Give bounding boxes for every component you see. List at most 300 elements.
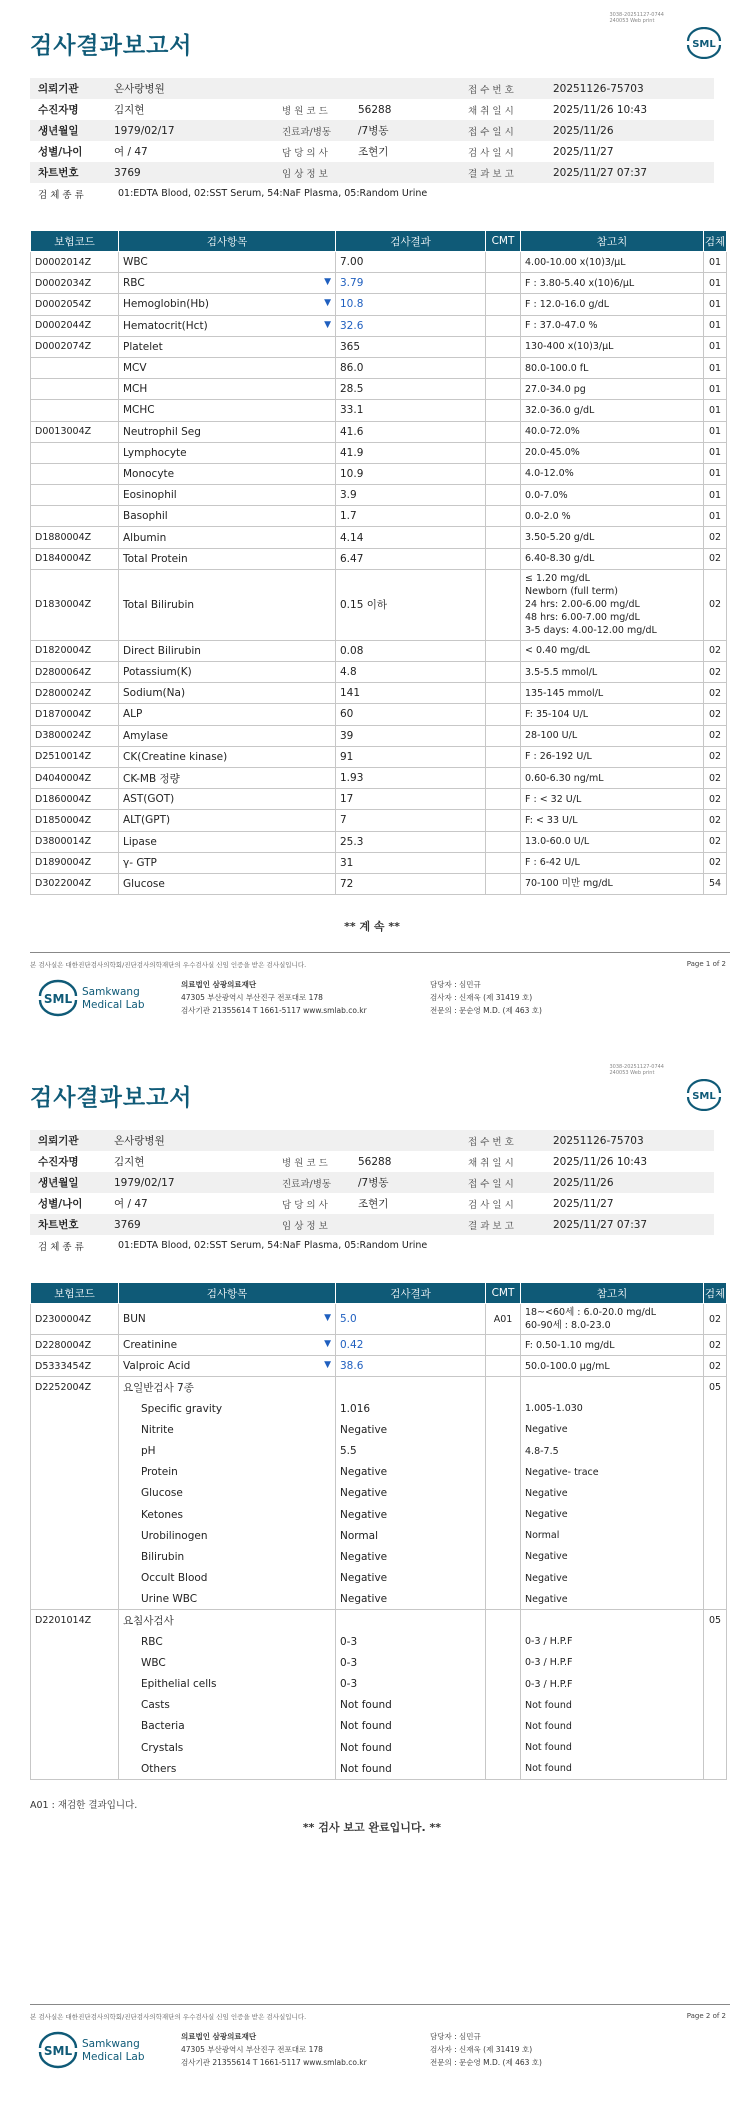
row-code: D4040004Z xyxy=(31,767,119,788)
row-result: 141 xyxy=(336,683,486,704)
low-flag-icon: ▼ xyxy=(324,277,331,288)
row-cmt xyxy=(486,421,521,442)
row-code: D3022004Z xyxy=(31,873,119,894)
row-ref: 70-100 미만 mg/dL xyxy=(521,873,704,894)
row-spec: 02 xyxy=(704,527,727,548)
row-item xyxy=(119,662,336,683)
row-ref: 4.8-7.5 xyxy=(521,1440,704,1461)
table-row xyxy=(31,1335,727,1356)
row-spec: 02 xyxy=(704,683,727,704)
row-code: D3800014Z xyxy=(31,831,119,852)
row-item xyxy=(119,1483,336,1504)
table-row xyxy=(31,1419,727,1440)
row-item xyxy=(119,1440,336,1461)
row-spec: 02 xyxy=(704,640,727,661)
row-ref: 135-145 mmol/L xyxy=(521,683,704,704)
row-result: 5.5 xyxy=(336,1440,486,1461)
row-item-label: 요일반검사 7종 xyxy=(123,1382,194,1395)
row-item-label: WBC xyxy=(141,1656,166,1669)
row-ref: F : < 32 U/L xyxy=(521,789,704,810)
results-table xyxy=(30,1282,727,1780)
row-item xyxy=(119,1737,336,1758)
col-ref: 참고치 xyxy=(521,231,704,252)
row-result: 0.42 xyxy=(336,1335,486,1356)
row-spec: 02 xyxy=(704,746,727,767)
row-result: Normal xyxy=(336,1525,486,1546)
row-ref: 13.0-60.0 U/L xyxy=(521,831,704,852)
row-item-label: Sodium(Na) xyxy=(123,687,186,700)
row-ref: 0.60-6.30 ng/mL xyxy=(521,767,704,788)
row-cmt xyxy=(486,1695,521,1716)
svg-text:Samkwang: Samkwang xyxy=(82,986,140,998)
col-cmt: CMT xyxy=(486,1283,521,1304)
row-item-label: Glucose xyxy=(123,877,165,890)
row-spec: 02 xyxy=(704,1356,727,1377)
row-item xyxy=(119,852,336,873)
row-ref: Negative xyxy=(521,1568,704,1589)
row-ref: F: 35-104 U/L xyxy=(521,704,704,725)
table-row xyxy=(31,873,727,894)
row-spec: 02 xyxy=(704,1335,727,1356)
print-code: 3038-20251127-0744 240053 Web print xyxy=(609,1064,664,1076)
table-row xyxy=(31,1377,727,1398)
svg-text:SML: SML xyxy=(43,2044,73,2058)
row-result: 72 xyxy=(336,873,486,894)
row-item-label: Lymphocyte xyxy=(123,446,187,459)
row-ref: 0-3 / H.P.F xyxy=(521,1674,704,1695)
row-ref: Negative xyxy=(521,1419,704,1440)
low-flag-icon: ▼ xyxy=(324,298,331,309)
row-ref: F : 26-192 U/L xyxy=(521,746,704,767)
row-item-label: BUN xyxy=(123,1313,146,1325)
row-code: D0013004Z xyxy=(31,421,119,442)
row-spec xyxy=(704,1504,727,1525)
row-item-label: Casts xyxy=(141,1699,170,1712)
row-cmt xyxy=(486,357,521,378)
row-cmt xyxy=(486,273,521,294)
row-result: 17 xyxy=(336,789,486,810)
row-result: 31 xyxy=(336,852,486,873)
row-spec xyxy=(704,1419,727,1440)
row-cmt xyxy=(486,662,521,683)
row-item-label: Urobilinogen xyxy=(141,1529,208,1542)
row-item-label: Neutrophil Seg xyxy=(123,425,201,438)
row-spec: 02 xyxy=(704,725,727,746)
row-ref: 130-400 x(10)3/μL xyxy=(521,336,704,357)
signatures: 담당자 : 심민규 검사자 : 신재욱 (제 31419 호) 전문의 : 문순영 M.D. (제 463 호) xyxy=(430,980,542,1015)
table-row xyxy=(31,1568,727,1589)
row-ref: 40.0-72.0% xyxy=(521,421,704,442)
table-row xyxy=(31,831,727,852)
row-spec: 01 xyxy=(704,442,727,463)
row-ref: < 0.40 mg/dL xyxy=(521,640,704,661)
row-cmt xyxy=(486,746,521,767)
row-item-label: MCHC xyxy=(123,404,155,417)
row-cmt xyxy=(486,315,521,336)
row-item-label: Hemoglobin(Hb) xyxy=(123,298,210,311)
row-result: 91 xyxy=(336,746,486,767)
row-code xyxy=(31,463,119,484)
row-item-label: Direct Bilirubin xyxy=(123,644,201,657)
footer-divider xyxy=(30,952,730,953)
table-row xyxy=(31,463,727,484)
row-cmt xyxy=(486,506,521,527)
row-code xyxy=(31,379,119,400)
row-result: 32.6 xyxy=(336,315,486,336)
table-row xyxy=(31,400,727,421)
table-row xyxy=(31,662,727,683)
row-result: Negative xyxy=(336,1568,486,1589)
row-spec xyxy=(704,1589,727,1610)
row-item-label: Ketones xyxy=(141,1508,183,1521)
row-code xyxy=(31,442,119,463)
table-row xyxy=(31,725,727,746)
row-result: Not found xyxy=(336,1695,486,1716)
row-spec: 01 xyxy=(704,357,727,378)
svg-text:SML: SML xyxy=(692,1091,716,1102)
row-ref: 0.0-2.0 % xyxy=(521,506,704,527)
table-row xyxy=(31,548,727,569)
row-spec xyxy=(704,1440,727,1461)
row-code xyxy=(31,1525,119,1546)
row-item-label: Total Bilirubin xyxy=(123,598,195,611)
row-spec: 01 xyxy=(704,252,727,273)
row-code xyxy=(31,1758,119,1779)
table-row xyxy=(31,1462,727,1483)
row-cmt xyxy=(486,1737,521,1758)
row-cmt xyxy=(486,1758,521,1779)
table-row xyxy=(31,1652,727,1673)
row-item xyxy=(119,810,336,831)
row-result xyxy=(336,1377,486,1398)
row-result: Not found xyxy=(336,1716,486,1737)
row-code xyxy=(31,1568,119,1589)
row-item xyxy=(119,1335,336,1356)
row-ref: 0.0-7.0% xyxy=(521,485,704,506)
row-code xyxy=(31,485,119,506)
row-result: 1.7 xyxy=(336,506,486,527)
row-item-label: Others xyxy=(141,1762,177,1775)
row-item-label: RBC xyxy=(123,277,145,290)
row-item-label: AST(GOT) xyxy=(123,793,175,806)
svg-text:Medical Lab: Medical Lab xyxy=(82,999,145,1011)
row-item-label: ALT(GPT) xyxy=(123,814,171,827)
row-spec xyxy=(704,1483,727,1504)
row-code xyxy=(31,1716,119,1737)
table-row xyxy=(31,379,727,400)
col-item: 검사항목 xyxy=(119,1283,336,1304)
row-ref: 28-100 U/L xyxy=(521,725,704,746)
row-code: D2510014Z xyxy=(31,746,119,767)
row-cmt xyxy=(486,640,521,661)
continue-note: ** 계 속 ** xyxy=(344,920,400,933)
report-complete-note: ** 검사 보고 완료입니다. ** xyxy=(302,1821,442,1834)
row-cmt xyxy=(486,1462,521,1483)
row-spec: 02 xyxy=(704,767,727,788)
row-spec: 02 xyxy=(704,548,727,569)
row-code xyxy=(31,1504,119,1525)
row-ref: Not found xyxy=(521,1758,704,1779)
row-result: Negative xyxy=(336,1483,486,1504)
row-item-label: Glucose xyxy=(141,1487,183,1500)
row-item xyxy=(119,294,336,315)
row-code xyxy=(31,1631,119,1652)
row-code: D1840004Z xyxy=(31,548,119,569)
row-spec: 02 xyxy=(704,810,727,831)
patient-info-table: 의뢰기관 온사랑병원 접 수 번 호 20251126-75703 수진자명 김지현 병 원 코 드 56288 채 취 일 시 2025/11/26 10:43 생년월일 1979/02/17 진료과/병동 /7병동 접 수 일 시 2025/11/26 성별/나이 여 / 47 담 당 의 사 조현기 검 사 일 시 2025/11/27 차트번호 3769 임 상 정 보 결 과 보 고 2025/11/27 07:37 검 체 종 류 01:EDTA Blood, 02:SST Serum, 54:NaF Plasma, 05:Random Urine xyxy=(30,1130,714,1256)
row-item-label: Urine WBC xyxy=(141,1593,198,1606)
row-item xyxy=(119,527,336,548)
row-cmt xyxy=(486,1610,521,1631)
col-code: 보험코드 xyxy=(31,1283,119,1304)
row-spec: 01 xyxy=(704,379,727,400)
row-item-label: WBC xyxy=(123,256,148,269)
row-code: D2252004Z xyxy=(31,1377,119,1398)
table-row xyxy=(31,1398,727,1419)
row-cmt xyxy=(486,831,521,852)
row-code xyxy=(31,506,119,527)
row-result: Negative xyxy=(336,1589,486,1610)
row-item xyxy=(119,421,336,442)
table-row xyxy=(31,1695,727,1716)
row-spec: 02 xyxy=(704,789,727,810)
row-cmt xyxy=(486,400,521,421)
row-code: D0002044Z xyxy=(31,315,119,336)
table-row xyxy=(31,1758,727,1779)
row-result: 10.8 xyxy=(336,294,486,315)
row-item xyxy=(119,569,336,640)
row-item xyxy=(119,789,336,810)
row-cmt xyxy=(486,767,521,788)
row-spec xyxy=(704,1631,727,1652)
row-ref: 6.40-8.30 g/dL xyxy=(521,548,704,569)
row-cmt xyxy=(486,548,521,569)
row-item xyxy=(119,315,336,336)
row-result: 4.8 xyxy=(336,662,486,683)
table-row xyxy=(31,569,727,640)
row-result: 0.15 이하 xyxy=(336,569,486,640)
row-item xyxy=(119,1356,336,1377)
row-item xyxy=(119,548,336,569)
table-row xyxy=(31,442,727,463)
row-code: D1890004Z xyxy=(31,852,119,873)
row-item xyxy=(119,1674,336,1695)
row-item xyxy=(119,640,336,661)
row-item xyxy=(119,1504,336,1525)
col-item: 검사항목 xyxy=(119,231,336,252)
row-ref: 18~<60세 : 6.0-20.0 mg/dL 60-90세 : 8.0-23.0 xyxy=(521,1304,704,1335)
row-ref: 3.5-5.5 mmol/L xyxy=(521,662,704,683)
svg-text:SML: SML xyxy=(43,992,73,1006)
row-ref: Negative xyxy=(521,1504,704,1525)
row-result: Negative xyxy=(336,1546,486,1567)
row-ref: Negative xyxy=(521,1483,704,1504)
row-result: Negative xyxy=(336,1419,486,1440)
row-cmt xyxy=(486,852,521,873)
footer-divider xyxy=(30,2004,730,2005)
table-row xyxy=(31,1716,727,1737)
table-row xyxy=(31,852,727,873)
org-info: 의료법인 삼광의료재단 47305 부산광역시 부산진구 전포대로 178 검사기관 21355614 T 1661-5117 www.smlab.co.kr xyxy=(181,980,367,1015)
row-code xyxy=(31,357,119,378)
row-spec xyxy=(704,1546,727,1567)
row-item xyxy=(119,1589,336,1610)
row-item xyxy=(119,336,336,357)
row-spec: 01 xyxy=(704,421,727,442)
row-item-label: Total Protein xyxy=(123,552,188,565)
org-info: 의료법인 삼광의료재단 47305 부산광역시 부산진구 전포대로 178 검사기관 21355614 T 1661-5117 www.smlab.co.kr xyxy=(181,2032,367,2067)
row-ref: F : 3.80-5.40 x(10)6/μL xyxy=(521,273,704,294)
row-result: 3.9 xyxy=(336,485,486,506)
row-code: D2280004Z xyxy=(31,1335,119,1356)
row-item xyxy=(119,1610,336,1631)
row-item-label: CK(Creatine kinase) xyxy=(123,750,228,763)
row-code: D5333454Z xyxy=(31,1356,119,1377)
row-item xyxy=(119,1758,336,1779)
row-code: D1860004Z xyxy=(31,789,119,810)
row-item xyxy=(119,506,336,527)
row-code xyxy=(31,1546,119,1567)
row-cmt xyxy=(486,1356,521,1377)
row-item xyxy=(119,485,336,506)
row-spec: 54 xyxy=(704,873,727,894)
row-code: D2800064Z xyxy=(31,662,119,683)
row-spec: 01 xyxy=(704,485,727,506)
row-code xyxy=(31,1695,119,1716)
row-item-label: MCV xyxy=(123,362,147,375)
row-cmt xyxy=(486,1483,521,1504)
row-cmt xyxy=(486,1652,521,1673)
row-item-label: 요침사검사 xyxy=(123,1615,174,1628)
row-result: Negative xyxy=(336,1504,486,1525)
row-cmt xyxy=(486,1377,521,1398)
row-spec: 01 xyxy=(704,506,727,527)
row-item-label: Creatinine xyxy=(123,1339,178,1352)
row-ref: 3.50-5.20 g/dL xyxy=(521,527,704,548)
table-row xyxy=(31,336,727,357)
row-item-label: Albumin xyxy=(123,531,167,544)
row-cmt xyxy=(486,1335,521,1356)
row-code xyxy=(31,1419,119,1440)
cert-note: 본 검사실은 대한진단검사의학회/진단검사의학재단의 우수검사실 신임 인증을 받은 검사실입니다. xyxy=(30,2013,307,2021)
row-ref: Normal xyxy=(521,1525,704,1546)
row-code: D1820004Z xyxy=(31,640,119,661)
row-code xyxy=(31,1483,119,1504)
row-item-label: Specific gravity xyxy=(141,1402,223,1415)
cert-note: 본 검사실은 대한진단검사의학회/진단검사의학재단의 우수검사실 신임 인증을 받은 검사실입니다. xyxy=(30,961,307,969)
row-code xyxy=(31,1652,119,1673)
row-item-label: Crystals xyxy=(141,1741,184,1754)
row-result: 7.00 xyxy=(336,252,486,273)
row-result: 33.1 xyxy=(336,400,486,421)
row-code: D0002014Z xyxy=(31,252,119,273)
table-row xyxy=(31,746,727,767)
table-row xyxy=(31,527,727,548)
signatures: 담당자 : 심민규 검사자 : 신재욱 (제 31419 호) 전문의 : 문순영 M.D. (제 463 호) xyxy=(430,2032,542,2067)
row-code xyxy=(31,1398,119,1419)
row-item xyxy=(119,1398,336,1419)
row-item-label: Lipase xyxy=(123,835,157,848)
row-item xyxy=(119,1377,336,1398)
row-spec: 01 xyxy=(704,294,727,315)
row-item xyxy=(119,746,336,767)
row-code xyxy=(31,1737,119,1758)
samkwang-logo-icon xyxy=(38,2030,158,2070)
table-row xyxy=(31,1440,727,1461)
row-cmt xyxy=(486,1589,521,1610)
row-item xyxy=(119,1546,336,1567)
col-result: 검사결과 xyxy=(336,1283,486,1304)
table-row xyxy=(31,704,727,725)
row-result: 5.0 xyxy=(336,1304,486,1335)
row-cmt xyxy=(486,463,521,484)
row-result: 7 xyxy=(336,810,486,831)
row-cmt xyxy=(486,569,521,640)
row-code: D2201014Z xyxy=(31,1610,119,1631)
row-result: Not found xyxy=(336,1737,486,1758)
row-ref: 4.00-10.00 x(10)3/μL xyxy=(521,252,704,273)
row-item-label: Eosinophil xyxy=(123,489,177,502)
row-ref: Negative xyxy=(521,1589,704,1610)
col-spec: 검체 xyxy=(704,1283,727,1304)
row-cmt: A01 xyxy=(486,1304,521,1335)
row-cmt xyxy=(486,1546,521,1567)
table-row xyxy=(31,315,727,336)
row-cmt xyxy=(486,725,521,746)
row-item-label: Basophil xyxy=(123,510,168,523)
row-spec xyxy=(704,1652,727,1673)
row-item-label: Occult Blood xyxy=(141,1572,208,1585)
table-row xyxy=(31,421,727,442)
row-item-label: Monocyte xyxy=(123,467,175,480)
row-ref: F : 12.0-16.0 g/dL xyxy=(521,294,704,315)
row-item xyxy=(119,683,336,704)
row-ref: 0-3 / H.P.F xyxy=(521,1631,704,1652)
row-spec: 01 xyxy=(704,463,727,484)
row-item xyxy=(119,1462,336,1483)
row-ref: 0-3 / H.P.F xyxy=(521,1652,704,1673)
sml-logo-icon xyxy=(684,1079,724,1111)
row-spec: 01 xyxy=(704,315,727,336)
row-code: D1830004Z xyxy=(31,569,119,640)
row-spec xyxy=(704,1737,727,1758)
table-row xyxy=(31,640,727,661)
results-table xyxy=(30,230,727,895)
row-cmt xyxy=(486,1504,521,1525)
row-code: D0002074Z xyxy=(31,336,119,357)
row-spec: 01 xyxy=(704,400,727,421)
row-cmt xyxy=(486,683,521,704)
row-cmt xyxy=(486,485,521,506)
row-spec: 01 xyxy=(704,336,727,357)
table-row xyxy=(31,1304,727,1335)
row-item xyxy=(119,704,336,725)
table-row xyxy=(31,1525,727,1546)
row-cmt xyxy=(486,379,521,400)
row-ref xyxy=(521,1610,704,1631)
svg-text:SML: SML xyxy=(692,39,716,50)
row-result: 1.93 xyxy=(336,767,486,788)
row-result: 41.6 xyxy=(336,421,486,442)
row-cmt xyxy=(486,294,521,315)
row-spec: 02 xyxy=(704,704,727,725)
row-ref: 80.0-100.0 fL xyxy=(521,357,704,378)
row-result: 10.9 xyxy=(336,463,486,484)
row-item xyxy=(119,725,336,746)
row-spec xyxy=(704,1674,727,1695)
table-row xyxy=(31,294,727,315)
row-item-label: Platelet xyxy=(123,340,163,353)
